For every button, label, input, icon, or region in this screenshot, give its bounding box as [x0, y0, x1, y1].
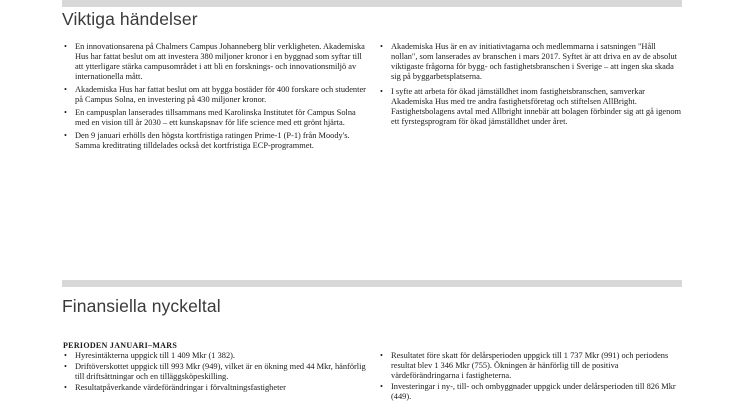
events-left-column	[63, 42, 366, 154]
financials-left-column	[63, 351, 366, 394]
events-right-list	[379, 42, 682, 127]
list-item: • Resultatpåverkande värdeförändringar i förvaltningsfastigheter	[63, 383, 366, 393]
financials-left-list	[63, 351, 366, 393]
list-item: • Driftöverskottet uppgick till 993 Mkr (949), vilket är en ökning med 44 Mkr, hänförlig till driftsättningar och en tilläggsköpeskilling.	[63, 362, 366, 382]
top-divider-bar	[62, 0, 682, 7]
events-right-column	[379, 42, 682, 132]
section-divider-bar	[62, 280, 682, 287]
period-subheading: PERIODEN JANUARI–MARS	[63, 341, 178, 350]
list-item: • En innovationsarena på Chalmers Campus Johanneberg blir verkligheten. Akademiska Hus har fattat beslut om att investera 380 miljoner kronor i en byggnad som syftar till att ytterligare stärka campusområdet i att bli en forsknings- och innovationsmiljö av internationella mått.	[63, 42, 366, 82]
list-item: • Hyresintäkterna uppgick till 1 409 Mkr (1 382).	[63, 351, 366, 361]
financials-right-column	[379, 351, 682, 403]
events-left-list	[63, 42, 366, 151]
section-title-finansiella-nyckeltal: Finansiella nyckeltal	[62, 296, 221, 316]
list-item: • En campusplan lanserades tillsammans med Karolinska Institutet för Campus Solna med en vision till år 2030 – ett kunskapsnav för life science med ett grönt hjärta.	[63, 108, 366, 128]
list-item: • Akademiska Hus har fattat beslut om att bygga bostäder för 400 forskare och studenter på Campus Solna, en investering på 430 miljoner kronor.	[63, 85, 366, 105]
financials-right-list	[379, 351, 682, 402]
list-item: • I syfte att arbeta för ökad jämställdhet inom fastighetsbranschen, samverkar Akademiska Hus med tre andra fastighetsföretag och stiftelsen AllBright. Fastighetsbolagens avtal med Allbright innebär att bolagen förbinder sig att gå igenom ett fyrstegsprogram för ökad jämställdhet under året.	[379, 87, 682, 127]
list-item: • Den 9 januari erhölls den högsta kortfristiga ratingen Prime-1 (P-1) från Moody's. Samma kreditrating tilldelades också det kortfristiga ECP-programmet.	[63, 131, 366, 151]
list-item: • Investeringar i ny-, till- och ombyggnader uppgick under delårsperioden till 826 Mkr (449).	[379, 382, 682, 402]
list-item: • Akademiska Hus är en av initiativtagarna och medlemmarna i satsningen "Håll nollan", som lanserades av branschen i mars 2017. Syftet är att driva en av de absolut viktigaste frågorna för bygg- och fastighetsbranschen i Sverige – att ingen ska skada sig på byggarbetsplatserna.	[379, 42, 682, 82]
section-title-viktiga-handelser: Viktiga händelser	[62, 9, 198, 29]
list-item: • Resultatet före skatt för delårsperioden uppgick till 1 737 Mkr (991) och periodens resultat blev 1 346 Mkr (755). Ökningen är hänförlig till de positiva värdeförändringarna i fastigheterna.	[379, 351, 682, 381]
